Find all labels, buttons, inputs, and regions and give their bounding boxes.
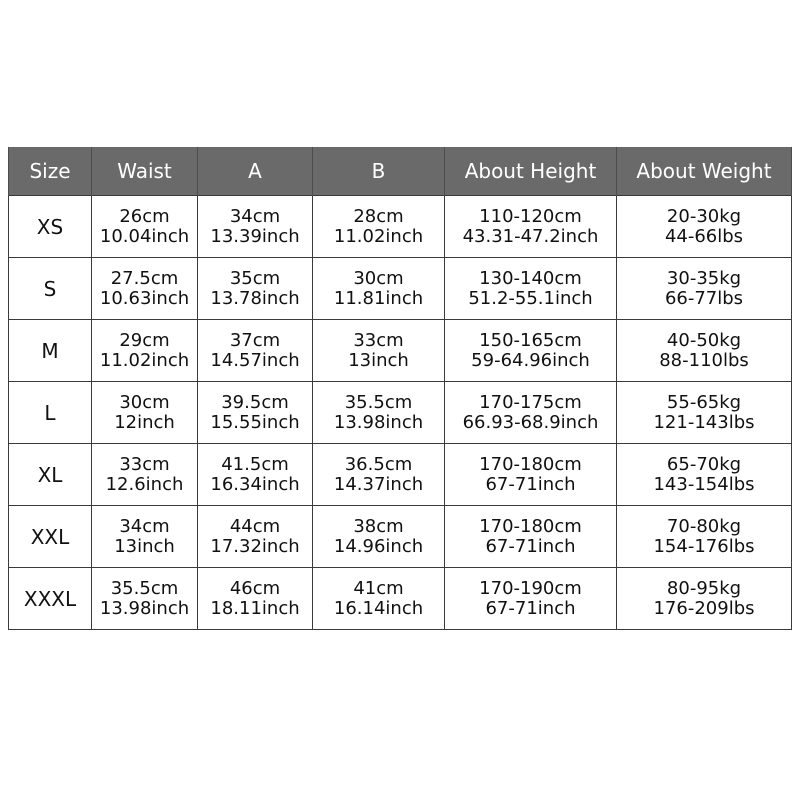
- height-inch: 43.31-47.2inch: [462, 225, 599, 247]
- height-inch: 67-71inch: [485, 535, 576, 557]
- height-cm: 170-180cm: [479, 453, 582, 475]
- b-cm: 28cm: [353, 205, 404, 227]
- waist-cm: 33cm: [119, 453, 170, 475]
- size-cell: L: [9, 382, 92, 444]
- waist-inch: 12inch: [114, 411, 175, 433]
- height-cm: 150-165cm: [479, 329, 582, 351]
- weight-lbs: 66-77lbs: [664, 287, 744, 309]
- size-cell: XXL: [9, 506, 92, 568]
- table-row: [9, 382, 792, 444]
- height-cell: [445, 568, 617, 630]
- waist-inch: 13inch: [114, 535, 175, 557]
- height-cm: 130-140cm: [479, 267, 582, 289]
- weight-lbs: 176-209lbs: [653, 597, 755, 619]
- waist-cell: [92, 568, 198, 630]
- weight-kg: 20-30kg: [666, 205, 742, 227]
- b-cm: 41cm: [353, 577, 404, 599]
- a-inch: 16.34inch: [210, 473, 300, 495]
- waist-cm: 27.5cm: [110, 267, 179, 289]
- table-body: [9, 196, 792, 630]
- a-cm: 41.5cm: [221, 453, 289, 475]
- header-a: A: [198, 147, 313, 196]
- waist-cell: [92, 196, 198, 258]
- weight-lbs: 88-110lbs: [659, 349, 749, 371]
- a-cm: 34cm: [229, 205, 281, 227]
- a-cm: 37cm: [229, 329, 281, 351]
- b-cell: [313, 382, 445, 444]
- a-cm: 35cm: [229, 267, 281, 289]
- weight-kg: 65-70kg: [666, 453, 742, 475]
- b-cm: 30cm: [353, 267, 404, 289]
- a-cm: 44cm: [229, 515, 281, 537]
- size-cell: XL: [9, 444, 92, 506]
- height-cell: [445, 444, 617, 506]
- weight-kg: 70-80kg: [666, 515, 742, 537]
- b-inch: 11.02inch: [333, 225, 424, 247]
- weight-lbs: 44-66lbs: [664, 225, 744, 247]
- waist-inch: 13.98inch: [99, 597, 190, 619]
- weight-cell: [617, 382, 792, 444]
- waist-cell: [92, 506, 198, 568]
- table-row: [9, 320, 792, 382]
- waist-cm: 26cm: [119, 205, 170, 227]
- table-row: [9, 506, 792, 568]
- b-cell: [313, 568, 445, 630]
- b-inch: 14.96inch: [333, 535, 424, 557]
- b-cell: [313, 258, 445, 320]
- b-inch: 11.81inch: [333, 287, 424, 309]
- a-cell: [198, 444, 313, 506]
- waist-cell: [92, 444, 198, 506]
- height-inch: 67-71inch: [485, 597, 576, 619]
- height-inch: 67-71inch: [485, 473, 576, 495]
- weight-cell: [617, 444, 792, 506]
- height-cell: [445, 320, 617, 382]
- size-chart-table: [8, 147, 792, 630]
- waist-inch: 10.04inch: [99, 225, 190, 247]
- b-inch: 13inch: [348, 349, 409, 371]
- height-cell: [445, 258, 617, 320]
- header-size: Size: [9, 147, 92, 196]
- weight-kg: 40-50kg: [666, 329, 742, 351]
- weight-cell: [617, 568, 792, 630]
- weight-lbs: 154-176lbs: [653, 535, 755, 557]
- weight-cell: [617, 320, 792, 382]
- a-cell: [198, 506, 313, 568]
- table-row: [9, 258, 792, 320]
- waist-cm: 34cm: [119, 515, 170, 537]
- weight-lbs: 143-154lbs: [653, 473, 755, 495]
- height-cm: 170-190cm: [479, 577, 582, 599]
- a-inch: 17.32inch: [210, 535, 300, 557]
- waist-cm: 35.5cm: [110, 577, 179, 599]
- b-cell: [313, 444, 445, 506]
- b-cell: [313, 320, 445, 382]
- size-cell: M: [9, 320, 92, 382]
- height-inch: 59-64.96inch: [471, 349, 590, 371]
- a-inch: 15.55inch: [210, 411, 300, 433]
- header-about-height: About Height: [445, 147, 617, 196]
- weight-cell: [617, 258, 792, 320]
- weight-kg: 30-35kg: [666, 267, 742, 289]
- height-cell: [445, 382, 617, 444]
- height-cell: [445, 196, 617, 258]
- a-cell: [198, 382, 313, 444]
- weight-kg: 55-65kg: [666, 391, 742, 413]
- waist-cm: 29cm: [119, 329, 170, 351]
- table-row: [9, 444, 792, 506]
- table-row: [9, 196, 792, 258]
- height-cm: 110-120cm: [479, 205, 582, 227]
- a-inch: 18.11inch: [210, 597, 300, 619]
- waist-inch: 11.02inch: [99, 349, 190, 371]
- height-inch: 66.93-68.9inch: [462, 411, 599, 433]
- weight-lbs: 121-143lbs: [653, 411, 755, 433]
- b-inch: 13.98inch: [333, 411, 424, 433]
- b-cm: 33cm: [353, 329, 404, 351]
- header-row: [9, 147, 792, 196]
- a-cell: [198, 320, 313, 382]
- height-cm: 170-175cm: [479, 391, 582, 413]
- a-cell: [198, 196, 313, 258]
- b-inch: 16.14inch: [333, 597, 424, 619]
- waist-inch: 12.6inch: [105, 473, 184, 495]
- weight-cell: [617, 196, 792, 258]
- header-b: B: [313, 147, 445, 196]
- waist-cm: 30cm: [119, 391, 170, 413]
- size-cell: S: [9, 258, 92, 320]
- table-row: [9, 568, 792, 630]
- header-waist: Waist: [92, 147, 198, 196]
- a-cell: [198, 568, 313, 630]
- a-cm: 46cm: [229, 577, 281, 599]
- header-about-weight: About Weight: [617, 147, 792, 196]
- height-cm: 170-180cm: [479, 515, 582, 537]
- waist-inch: 10.63inch: [99, 287, 190, 309]
- waist-cell: [92, 320, 198, 382]
- b-cm: 35.5cm: [344, 391, 413, 413]
- waist-cell: [92, 258, 198, 320]
- table-header: [9, 147, 792, 196]
- weight-cell: [617, 506, 792, 568]
- waist-cell: [92, 382, 198, 444]
- a-inch: 13.39inch: [210, 225, 300, 247]
- b-cm: 38cm: [353, 515, 404, 537]
- a-cell: [198, 258, 313, 320]
- b-cell: [313, 196, 445, 258]
- a-inch: 13.78inch: [210, 287, 300, 309]
- a-cm: 39.5cm: [221, 391, 289, 413]
- b-cell: [313, 506, 445, 568]
- b-inch: 14.37inch: [333, 473, 424, 495]
- a-inch: 14.57inch: [210, 349, 300, 371]
- weight-kg: 80-95kg: [666, 577, 742, 599]
- size-cell: XS: [9, 196, 92, 258]
- size-cell: XXXL: [9, 568, 92, 630]
- b-cm: 36.5cm: [344, 453, 413, 475]
- height-cell: [445, 506, 617, 568]
- height-inch: 51.2-55.1inch: [468, 287, 593, 309]
